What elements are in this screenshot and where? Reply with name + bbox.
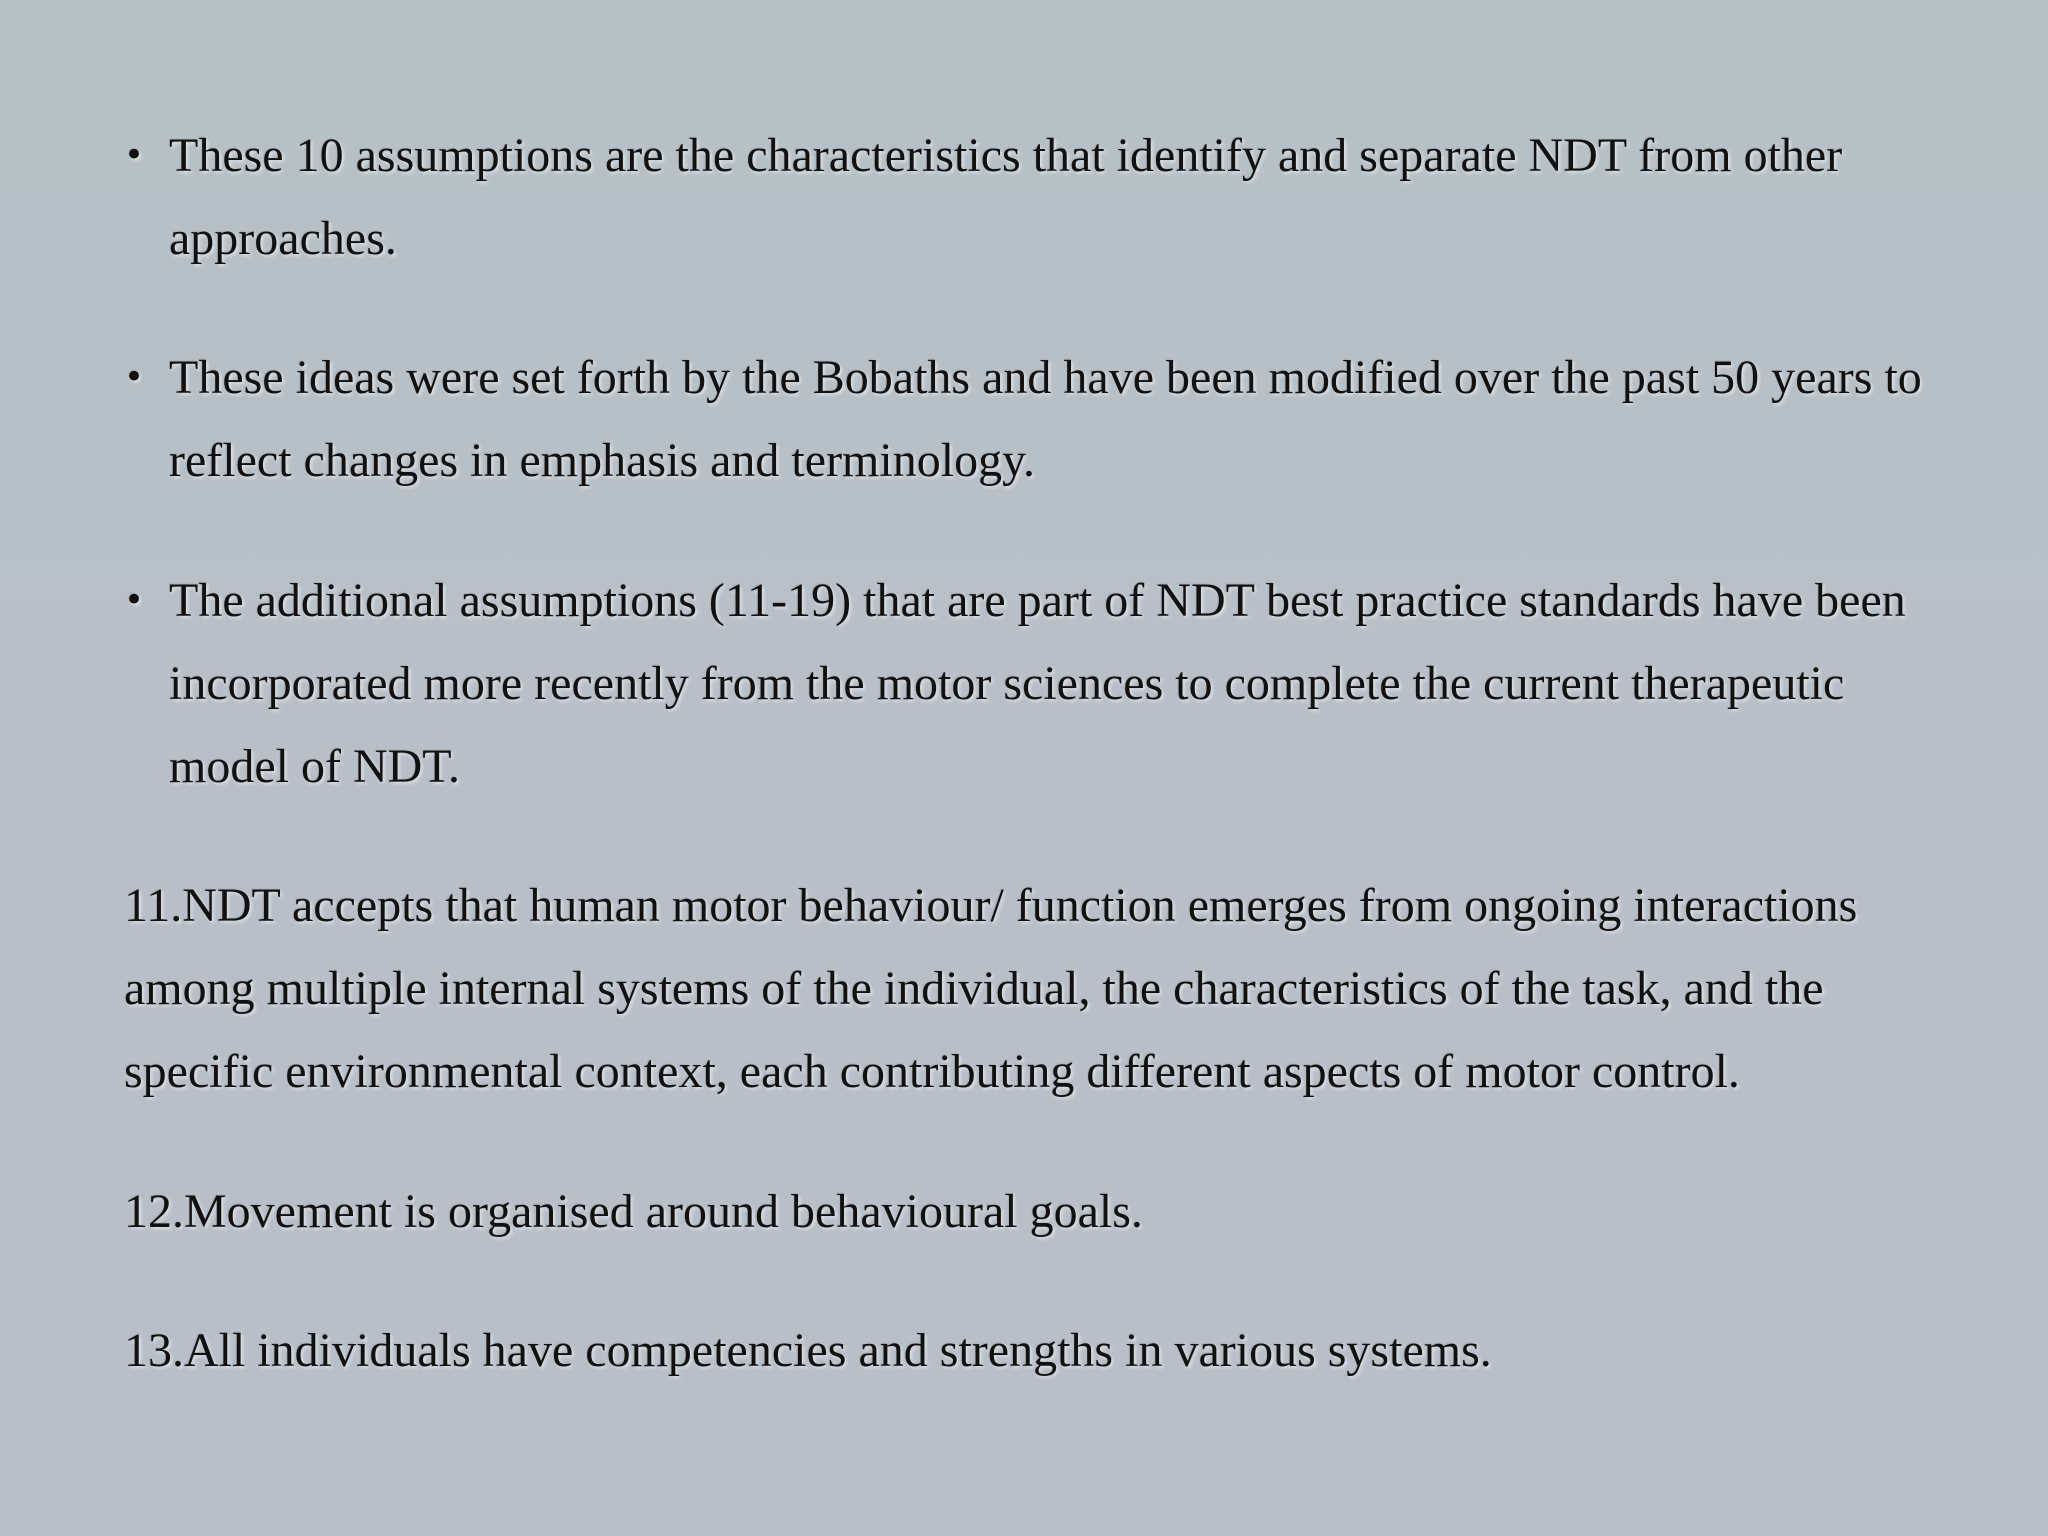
- numbered-paragraph: 11.NDT accepts that human motor behaviour/ function emerges from ongoing interactions among multiple internal systems of the individual, the characteristics of the task, and the specific environmental context, each contributing different aspects of motor control.: [124, 879, 1858, 1098]
- bullet-text: The additional assumptions (11-19) that are part of NDT best practice standards have been incorporated more recently from the motor sciences to complete the current therapeutic model of NDT.: [169, 574, 1906, 793]
- bullet-text: These ideas were set forth by the Bobaths and have been modified over the past 50 years to reflect changes in emphasis and terminology.: [169, 351, 1922, 487]
- bullet-icon: •: [124, 580, 145, 620]
- bullet-icon: •: [124, 135, 145, 175]
- numbered-paragraph: 13.All individuals have competencies and strengths in various systems.: [124, 1324, 1492, 1377]
- bullet-icon: •: [124, 357, 145, 397]
- numbered-paragraph: 12.Movement is organised around behavioural goals.: [124, 1185, 1143, 1238]
- bullet-text: These 10 assumptions are the characteristics that identify and separate NDT from other approaches.: [169, 129, 1843, 265]
